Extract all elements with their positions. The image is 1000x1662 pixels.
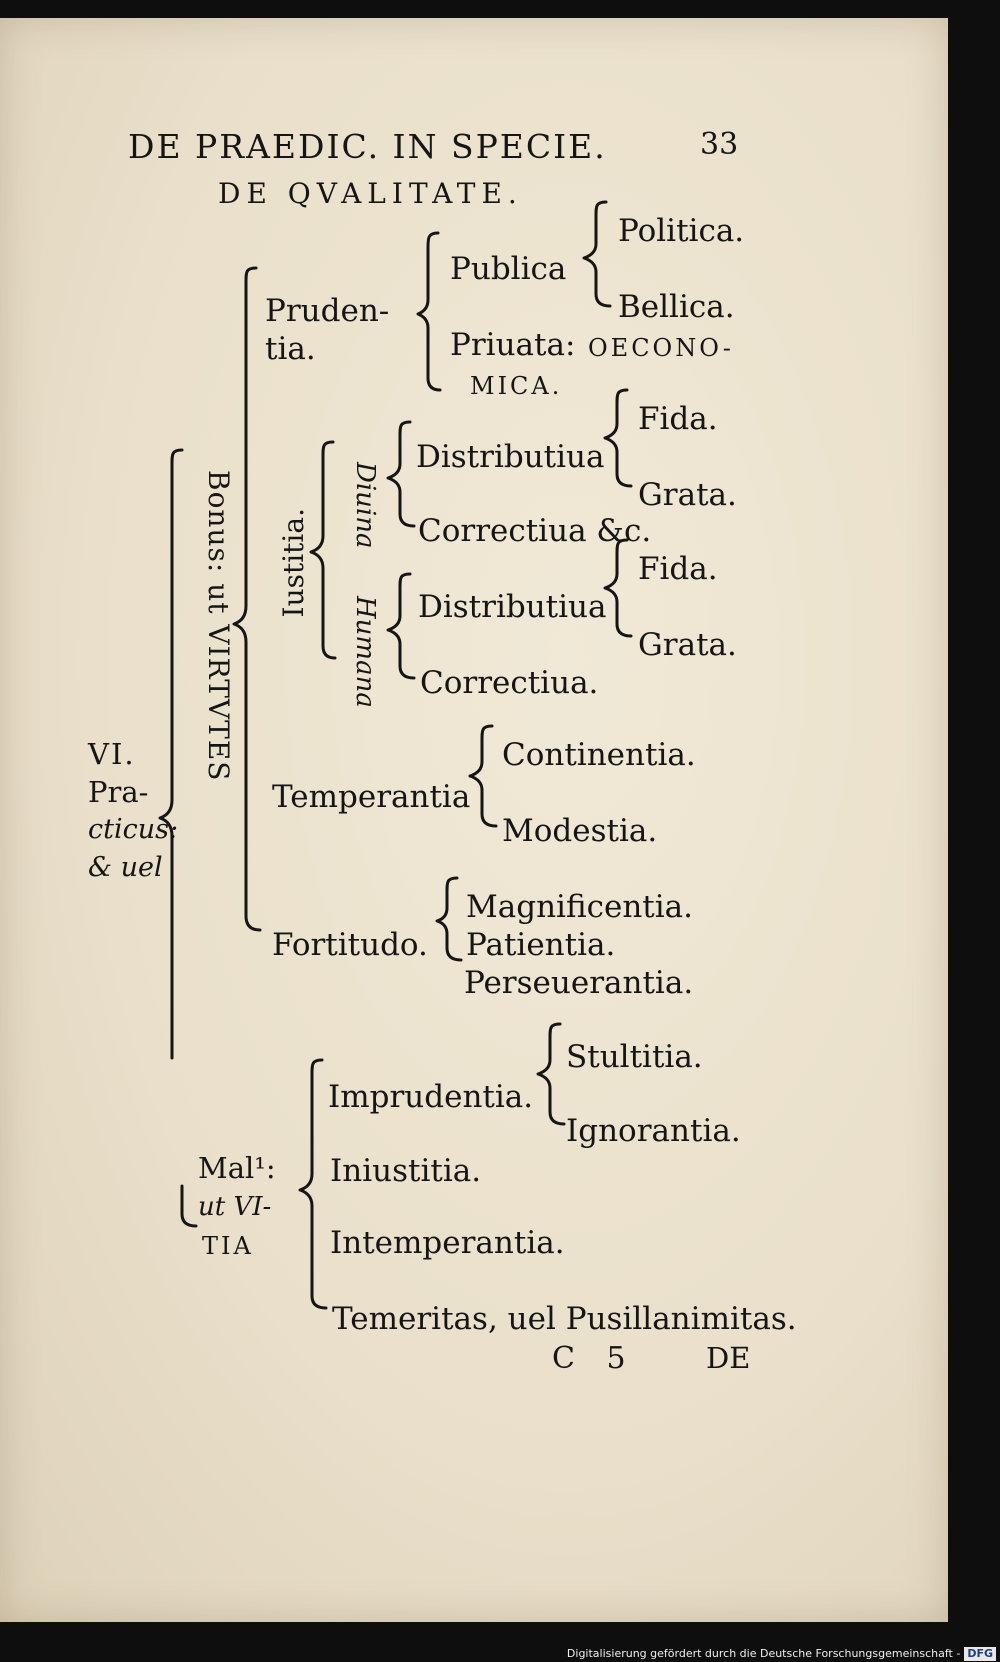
dfg-logo: DFG <box>964 1647 996 1661</box>
humana-distributiua-brace <box>605 540 631 636</box>
bonus-brace <box>234 268 260 930</box>
imprudentia-brace <box>538 1024 564 1124</box>
continentia-label: Continentia. <box>502 737 696 773</box>
malus-line-3: TIA <box>202 1232 254 1260</box>
running-title: DE PRAEDIC. IN SPECIE. <box>128 127 607 166</box>
fortitudo-brace <box>437 878 461 960</box>
intemperantia-label: Intemperantia. <box>330 1225 565 1261</box>
book-page <box>0 18 948 1622</box>
diuina-fida-label: Fida. <box>638 401 718 437</box>
fortitudo-label: Fortitudo. <box>272 927 428 963</box>
bellica-label: Bellica. <box>618 289 735 325</box>
root-line-1: VI. <box>88 737 136 771</box>
modestia-label: Modestia. <box>502 813 658 849</box>
diuina-distributiua-label: Distributiua <box>416 439 605 475</box>
malus-brace <box>300 1060 326 1308</box>
signature-mark: C 5 <box>552 1341 626 1376</box>
root-line-3: cticus: <box>88 814 179 845</box>
malus-line-2: ut VI- <box>198 1192 272 1222</box>
perseuerantia-label: Perseuerantia. <box>464 965 694 1001</box>
temeritas-label: Temeritas, uel Pusillanimitas. <box>332 1301 797 1337</box>
diuina-distributiua-brace <box>605 390 631 486</box>
iustitia-brace <box>311 442 335 658</box>
iniustitia-label: Iniustitia. <box>330 1153 482 1189</box>
humana-correctiua-label: Correctiua. <box>420 665 599 701</box>
prudentia-brace <box>418 233 440 390</box>
humana-fida-label: Fida. <box>638 551 718 587</box>
digitization-footer <box>0 1646 1000 1662</box>
publica-brace <box>584 202 610 306</box>
humana-grata-label: Grata. <box>638 627 737 663</box>
footer-text: Digitalisierung gefördert durch die Deutsche Forschungsgemeinschaft - <box>566 1647 961 1660</box>
publica-label: Publica <box>450 251 567 287</box>
diuina-grata-label: Grata. <box>638 477 737 513</box>
diuina-correctiua-label: Correctiua &c. <box>418 513 652 549</box>
imprudentia-label: Imprudentia. <box>328 1079 534 1115</box>
diuina-brace <box>388 422 414 526</box>
temperantia-label: Temperantia <box>272 779 471 815</box>
magnificentia-label: Magnificentia. <box>466 889 694 925</box>
patientia-label: Patientia. <box>466 927 616 963</box>
root-bottom-hook <box>182 1186 196 1226</box>
section-title: DE QVALITATE. <box>218 177 523 210</box>
politica-label: Politica. <box>618 213 745 249</box>
prudentia-label-1: Pruden- <box>265 293 390 329</box>
ignorantia-label: Ignorantia. <box>566 1113 741 1149</box>
humana-brace <box>388 574 414 678</box>
prudentia-label-2: tia. <box>265 331 316 367</box>
humana-label: Humana <box>350 596 380 708</box>
temperantia-brace <box>470 726 496 826</box>
page-number: 33 <box>700 127 739 162</box>
diuina-label: Diuina <box>350 462 380 549</box>
oeconomica-line-2: MICA. <box>470 372 563 400</box>
humana-distributiua-label: Distributiua <box>418 589 607 625</box>
stultitia-label: Stultitia. <box>566 1039 703 1075</box>
catchword: DE <box>706 1341 751 1375</box>
root-line-2: Pra- <box>88 775 149 809</box>
root-brace <box>160 450 182 1058</box>
bonus-virtutes-label: Bonus: ut VIRTVTES <box>202 470 235 782</box>
oeconomica-line-1: OECONO- <box>588 334 734 362</box>
root-line-4: & uel <box>88 852 163 883</box>
iustitia-label: Iustitia. <box>277 508 310 618</box>
priuata-label: Priuata: <box>450 327 576 363</box>
malus-line-1: Mal¹: <box>198 1151 276 1185</box>
